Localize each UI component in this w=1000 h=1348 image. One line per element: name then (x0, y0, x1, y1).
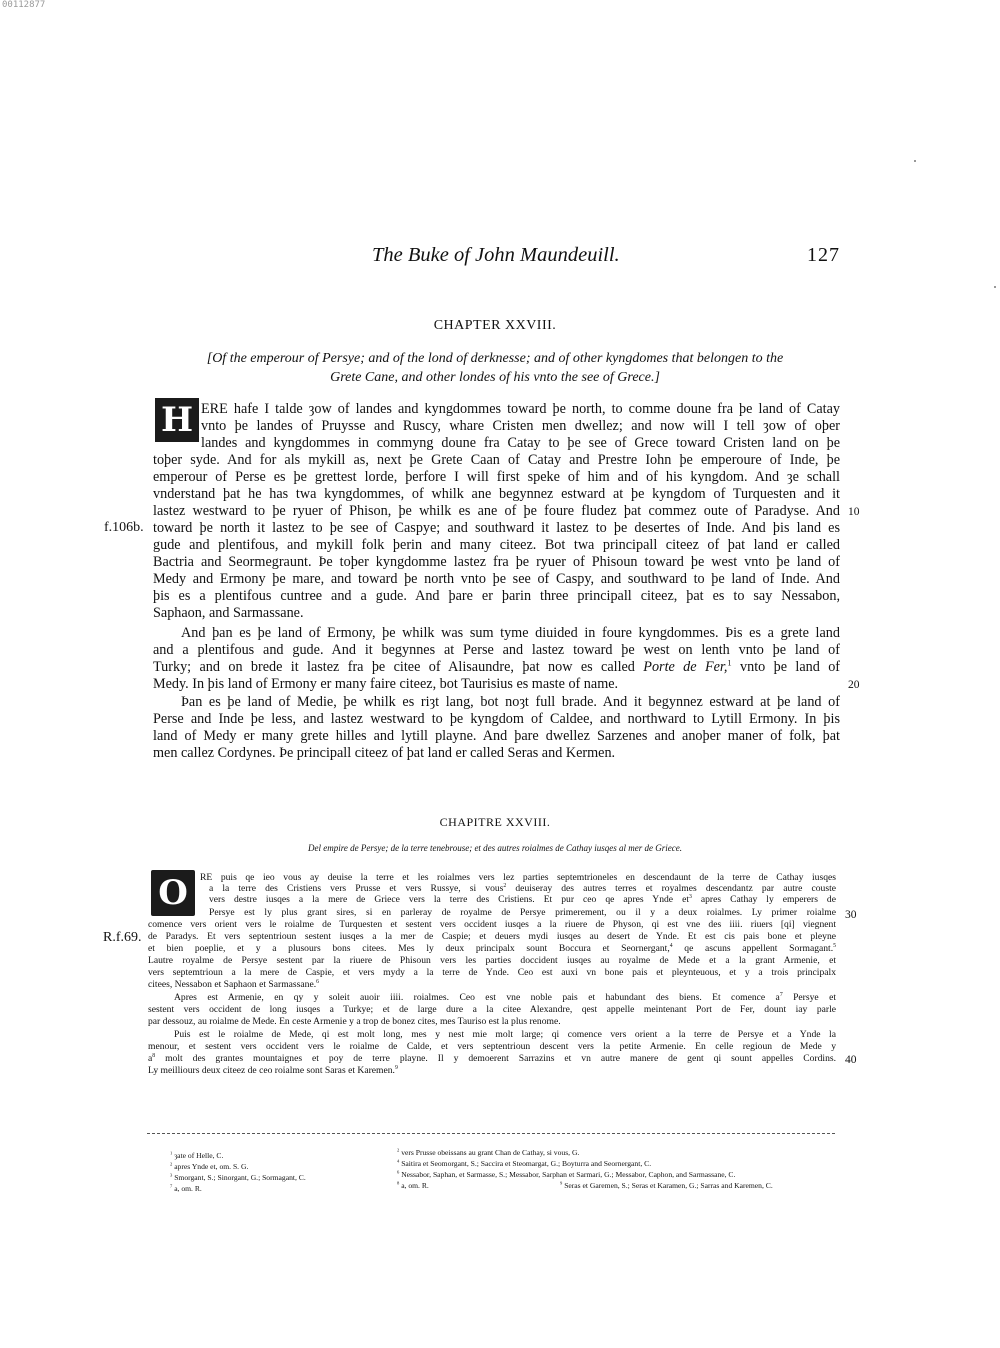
footnote-number: 7 (170, 1183, 173, 1189)
running-title: The Buke of John Maundeuill. (372, 244, 620, 266)
folio-reference: f.106b. (104, 520, 144, 535)
text-span: Persye et (782, 992, 836, 1003)
text-line: Bactria and Seormegraunt. Þe toþer kyngdomme lastez fra þe ryuer of Phisoun toward þe west vnto þe land of (153, 554, 840, 570)
text-span: Apres est Armenie, en qy y soleit auoir iiii. roialmes. Ceo est vne noble pais et habundant des biens. Et comence a (174, 992, 780, 1003)
text-line: landes and kyngdommes in commyng doune fra Catay to þe see of Grece toward Cristen land on þe (201, 435, 840, 451)
text-line (153, 659, 840, 676)
footnote (560, 1181, 773, 1190)
footnote-ref: 3 (689, 893, 692, 900)
text-line: þis es a plentifous cuntree and a gude. And þare er þarin three principall citeez, þat es to say Nessabon, (153, 588, 840, 604)
text-line: land of Medy er many grete hilles and lytill playne. And þare dwellez Sarzenes and anoþer maner of folk, þat (153, 728, 840, 744)
footnote (397, 1159, 651, 1168)
footnote (397, 1148, 579, 1157)
footnote-number: 3 (170, 1172, 173, 1178)
footnote-text: Seras et Garemen, S.; Seras et Karamen, G.; Sarras and Karemen, C. (564, 1181, 773, 1190)
text-line: Saphaon, and Sarmassane. (153, 605, 304, 621)
text-line (148, 1053, 836, 1064)
drop-cap-letter: O (158, 873, 188, 913)
footnote-text: apres Ynde et, om. S. G. (174, 1162, 249, 1171)
footnote-ref: 6 (316, 978, 319, 985)
footnote-text: vers Prusse obeissans au grant Chan de Cathay, si vous, G. (401, 1148, 580, 1157)
text-line: and a plentifous and gude. And it begynnes at Perse and lastez toward þe west on lenth vnto þe land of (153, 642, 840, 658)
chapter-rubric-english (150, 349, 840, 387)
drop-cap-h (155, 398, 199, 442)
chapter-heading-english: CHAPTER XXVIII. (433, 318, 557, 333)
scan-speck (994, 286, 996, 288)
text-line (174, 992, 836, 1003)
page-number: 127 (807, 244, 840, 266)
footnote-number: 1 (170, 1150, 173, 1156)
text-line: Þan es þe land of Medie, þe whilk es riȝt lang, bot noȝt full brade. And it begynnez estward at þe land of (181, 694, 840, 710)
text-line: lastez westward to þe ryuer of Phison, þe whilk es ane of þe foure fludez þat commez oute of Paradyse. And (153, 503, 840, 519)
text-line (148, 943, 836, 954)
text-line: Medy and Ermony þe mare, and toward þe north vnto þe see of Caspy, and southward to þe land of Inde. And (153, 571, 840, 587)
text-line: Lautre royalme de Persye sestent par la riuere de Phisoun vers les parties doccident iusqes au royalme de Mede et a la grant Armenie, et (148, 955, 836, 966)
footnote-ref: 9 (394, 1064, 398, 1071)
footnote-number: 9 (560, 1180, 563, 1186)
footnote-ref: 8 (152, 1052, 156, 1059)
footnote-text: ȝate of Helle, C. (174, 1151, 224, 1160)
footnote-text: a, om. R. (401, 1181, 429, 1190)
text-line: vers septemtrioun a la mere de Caspie, et vers mydy a la terre de Ynde. Ceo est auxi vn bone pais et pleynteuous, et y a trois principalx (148, 967, 836, 978)
text-line: Puis est le roialme de Mede, qi est molt long, mes y nest mie molt large; qi comence vers orient a la terre de Persye et a Ynde la (174, 1029, 836, 1040)
scan-speck (914, 160, 916, 162)
text-line: comence vers orient vers le roialme de Turquesten et sestent vers occident iusqes a la riuere de Physon, qi est vne des iiii. riuers [qi] viegnent (148, 919, 836, 930)
text-line: sestent vers occident de long iusqes a Turkye; et de large dure a la citee Alexandre, qest appelle meintenant Port de Fer, dount iay parle (148, 1004, 836, 1015)
text-line (148, 979, 319, 990)
footnote (170, 1184, 202, 1193)
text-line: Persye est ly plus grant sires, si en parleray de royalme de Persye primerement, ou il y a deux roialmes. Ly primer roialme (209, 907, 836, 918)
text-line: men callez Cordynes. Þe principall citeez of þat land er called Seras and Kermen. (153, 745, 616, 761)
italic-place-name: Porte de Fer, (643, 659, 728, 675)
text-line: par dessouz, au roialme de Mede. En ceste Armenie y a trop de bonez cites, mes Tauriso est la plus renome. (148, 1016, 561, 1027)
line-number: 20 (848, 679, 860, 691)
footnote-number: 2 (170, 1161, 173, 1167)
footnote-text: Smorgant, S.; Sinorgant, G.; Sormagant, C. (174, 1173, 306, 1182)
footnote-ref: 1 (727, 657, 732, 668)
footnote-text: Nessabor, Saphan, et Sarmasse, S.; Messabor, Sarphan et Sarmari, G.; Messabor, Caphon, and Sarmassane, C. (401, 1170, 736, 1179)
text-line: Perse and Inde þe less, and lastez westward to þe kyngdom of Caldee, and northward to Lytill Ermony. In þis (153, 711, 840, 727)
footnote-ref: 5 (833, 942, 836, 949)
text-line: toþer syde. And for als mykill as, next þe Grete Caan of Catay and Prestre Iohn þe emperoure of Inde, þe (153, 452, 840, 468)
text-line: vnto þe landes of Pruysse and Ruscy, whare Cristen men dwellez; and now will I tell ȝow of oþer (201, 418, 840, 434)
footnote (397, 1181, 429, 1190)
text-line: toward þe north it lastez to þe see of Caspye; and southward it lastez to þe desertes of Inde. And þis land es (153, 520, 840, 536)
text-line (148, 1065, 398, 1076)
footnote-number: 4 (397, 1158, 400, 1164)
line-number: 30 (845, 909, 857, 921)
text-line: RE puis qe ieo vous ay deuise la terre et les roialmes vers lez parties septemtrioneles en descendaunt de la terre de Cathay iusqes (200, 872, 836, 883)
chapter-heading-french: CHAPITRE XXVIII. (439, 815, 551, 829)
running-head (150, 244, 840, 272)
scan-id: 00112877 (2, 0, 46, 10)
folio-reference: R.f.69. (103, 930, 142, 945)
text-span: vers destre iusqes a la mere de Griece vers la terre des Cristiens. Et pur ceo qe apres Ynde et (209, 894, 689, 905)
footnote (170, 1162, 248, 1171)
text-line: gude and plentifous, and mykill folk þerin and many citeez. Bot twa principall citeez of þat land er called (153, 537, 840, 553)
text-span: et bien poeplie, et y a plusours bons citees. Mes ly deux principalx sount Boccura et Seornergant, (148, 943, 670, 954)
footnote-text: Saitira et Seomorgant, S.; Saccira et Steomargat, G.; Boyturra and Seornergant, C. (401, 1159, 652, 1168)
text-span: a (148, 1053, 153, 1064)
footnote (397, 1170, 735, 1179)
text-line (209, 894, 836, 905)
drop-cap-letter: H (160, 400, 194, 440)
footnote (170, 1151, 223, 1160)
rubric-line: [Of the emperour of Persye; and of the lond of derknesse; and of other kyngdomes that belongen to the (206, 351, 784, 366)
text-line: menour, et sestent vers occident vers le roialme de Calde, et vers septentrioun descent vers la petite Armenie. En celle regioun de Mede y (148, 1041, 836, 1052)
footnote-number: 8 (397, 1180, 400, 1186)
chapter-rubric-french: Del empire de Persye; de la terre tenebrouse; et des autres roialmes de Cathay iusqes al mer de Griece. (308, 843, 682, 853)
drop-cap-o (151, 870, 195, 916)
footnote-ref: 7 (779, 991, 783, 998)
line-number: 10 (848, 506, 860, 518)
text-line: Medy. In þis land of Ermony er many faire citeez, bot Taurisius es maste of name. (153, 676, 619, 692)
footnote-ref: 4 (669, 942, 673, 949)
footnote (170, 1173, 306, 1182)
footnote-divider (147, 1133, 835, 1134)
text-line: And þan es þe land of Ermony, þe whilk was sum tyme diuided in foure kyngdommes. Þis es a grete land (181, 625, 840, 641)
text-line: ERE hafe I talde ȝow of landes and kyngdommes toward þe north, to comme doune fra þe land of Catay (201, 401, 840, 417)
text-span: vnto þe land of (731, 659, 841, 675)
rubric-line: Grete Cane, and other londes of his vnto the see of Grece.] (330, 370, 660, 385)
line-number: 40 (845, 1054, 857, 1066)
text-span: a la terre des Cristiens vers Prusse et vers Russye, si vous (209, 883, 504, 894)
text-line: de Paradys. Et vers septentrioun sestent iusqes a la mer de Caspie; et deuers mydi iusqes au desert de Ynde. Et est cis pais bone et pleyne (148, 931, 836, 942)
text-span: Turky; and on brede it lastez fra þe citee of Alisaundre, þat now es called (153, 659, 644, 675)
footnote-text: a, om. R. (174, 1184, 202, 1193)
text-span: citees, Nessabon et Saphaon et Sarmassane. (148, 979, 317, 990)
text-span: apres Cathay ly emperers de (691, 894, 836, 905)
footnote-ref: 2 (503, 882, 507, 889)
footnote-number: 2 (397, 1147, 400, 1153)
footnote-number: 6 (397, 1169, 400, 1175)
text-span: molt des grantes mountaignes et poy de terre playne. Il y demoerent Sarrazins et vn autre manere de gent qi sount appelles Cordins. (155, 1053, 836, 1064)
text-span: deuiseray des autres terres et royalmes descendantz par autre couste (506, 883, 836, 894)
text-line: emperour of Perse es þe grettest lorde, þerfore I will first speke of him and of his kyngdom. And ȝe schall (153, 469, 840, 485)
text-line (209, 883, 836, 894)
text-line: vnderstand þat he has twa kyngdommes, of whilk ane begynnez estward at þe kyngdom of Turquesten and it (153, 486, 840, 502)
text-span: Ly meilliours deux citeez de ceo roialme sont Saras et Karemen. (148, 1065, 395, 1076)
text-span: qe ascuns appellent Sormagant. (672, 943, 834, 954)
